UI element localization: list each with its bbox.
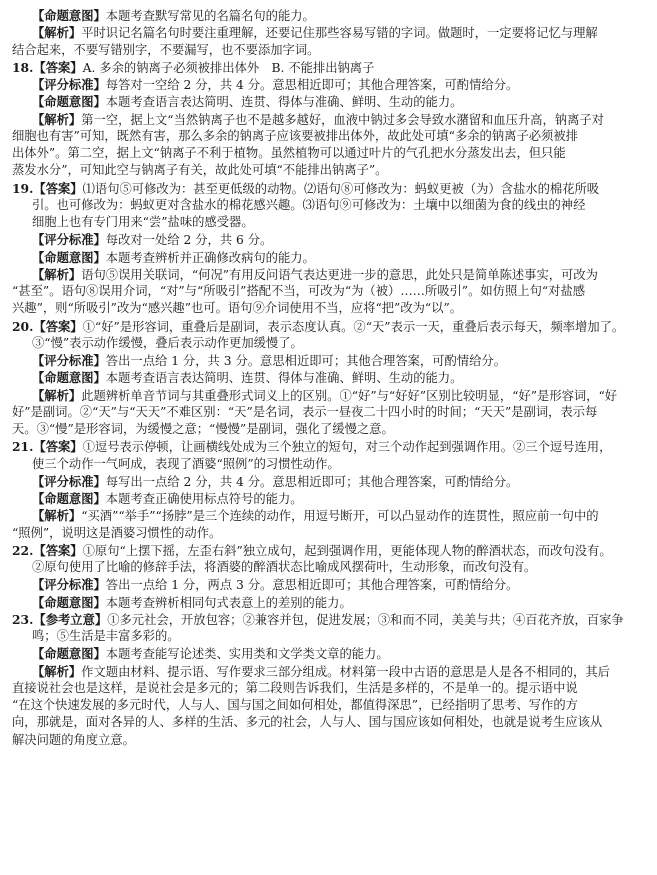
text-line — [12, 266, 643, 283]
text-line — [12, 473, 643, 490]
line-text: “在这个快速发展的多元时代，人与人、国与国之间如何相处，都值得深思”，已经指明了思考、写作的方 — [12, 698, 578, 712]
line-text: 每答对一空给 2 分，共 4 分。意思相近即可；其他合理答案，可酌情给分。 — [105, 78, 519, 92]
text-line — [12, 438, 643, 455]
section-tag: 【命题意图】 — [32, 370, 106, 386]
text-line — [12, 214, 643, 231]
line-text: 解决问题的角度立意。 — [12, 732, 135, 747]
line-text: 此题辨析单音节词与其重叠形式词义上的区别。①“好”与“好好”区别比较明显，“好”是形容词，“好 — [81, 388, 618, 403]
section-tag: 【评分标准】 — [32, 577, 106, 593]
text-line — [12, 456, 643, 473]
text-line — [12, 93, 643, 110]
line-text: ②原句使用了比喻的修辞手法，将酒婆的醉酒状态比喻成风摆荷叶，生动形象，而改句没有。 — [32, 560, 537, 574]
text-line — [12, 42, 643, 59]
question-number: 21. — [12, 439, 34, 455]
section-tag: 【评分标准】 — [32, 232, 106, 248]
section-tag: 【参考立意】 — [33, 611, 108, 627]
text-line — [12, 7, 643, 24]
section-tag: 【答案】 — [33, 318, 83, 334]
text-line — [12, 559, 643, 576]
question-number: 19. — [12, 180, 34, 196]
question-number: 20. — [12, 318, 34, 334]
text-line — [12, 335, 643, 352]
question-number: 23. — [12, 611, 34, 627]
section-tag: 【命题意图】 — [32, 8, 106, 23]
text-line — [12, 680, 643, 697]
line-text: 本题考查辨析相同句式表意上的差别的能力。 — [105, 595, 352, 610]
section-tag: 【评分标准】 — [32, 473, 106, 489]
text-line — [12, 24, 643, 41]
line-text: 本题考查语言表达简明、连贯、得体与准确、鲜明、生动的能力。 — [105, 371, 463, 386]
section-tag: 【答案】 — [33, 439, 83, 455]
section-tag: 【解析】 — [32, 111, 82, 127]
text-line — [12, 111, 643, 128]
section-tag: 【答案】 — [33, 542, 83, 558]
text-line — [12, 594, 643, 611]
text-line — [12, 732, 643, 749]
text-line — [12, 352, 643, 369]
section-tag: 【命题意图】 — [32, 594, 106, 610]
section-tag: 【评分标准】 — [32, 77, 106, 92]
text-line — [12, 490, 643, 507]
line-text: ①多元社会，开放包容；②兼容并包，促进发展；③和而不同，美美与共；④百花齐放，百家争 — [107, 612, 624, 627]
line-text: 平时识记名篇名句时要注重理解，还要记住那些容易写错的字词。做题时，一定要将记忆与理解 — [81, 26, 598, 41]
line-text: 结合起来，不要写错别字，不要漏写，也不要添加字词。 — [12, 42, 320, 57]
line-text: 作文题由材料、提示语、写作要求三部分组成。材料第一段中古语的意思是人是各不相同的，其后 — [81, 664, 610, 679]
line-text: 本题考查正确使用标点符号的能力。 — [105, 492, 303, 506]
section-tag: 【命题意图】 — [32, 249, 106, 265]
text-line — [12, 300, 643, 317]
text-line — [12, 197, 643, 214]
line-text: 第一空，据上文“当然钠离子也不是越多越好，血液中钠过多会导致水潴留和血压升高，钠离子对 — [81, 112, 604, 127]
section-tag: 【命题意图】 — [32, 491, 106, 506]
line-text: 答出一点给 1 分，共 3 分。意思相近即可；其他合理答案，可酌情给分。 — [105, 354, 506, 368]
text-line — [12, 525, 643, 542]
line-text: A. 多余的钠离子必须被排出体外 B. 不能排出钠离子 — [82, 60, 375, 75]
text-line — [12, 387, 643, 404]
line-text: ⑴语句⑤可修改为：甚至更低级的动物。⑵语句⑧可修改为：蚂蚁更被（为）含盐水的棉花所吸 — [82, 181, 600, 196]
line-text: 鸣；⑤生活是丰富多彩的。 — [32, 629, 180, 643]
line-text: 本题考查默写常见的名篇名句的能力。 — [105, 9, 315, 23]
section-tag: 【命题意图】 — [32, 94, 106, 110]
line-text: 使三个动作一气呵成，表现了酒婆“照例”的习惯性动作。 — [32, 456, 340, 471]
line-text: 向，那就是，面对各异的人、多样的生活、多元的社会，人与人、国与国应该如何相处，也就是说考生应该从 — [12, 715, 603, 730]
section-tag: 【答案】 — [33, 180, 83, 196]
question-number: 22. — [12, 542, 34, 558]
line-text: 蒸发水分”，可知此空与钠离子有关，故此处可填“不能排出钠离子”。 — [12, 163, 388, 178]
section-tag: 【答案】 — [33, 59, 83, 75]
text-line — [12, 162, 643, 179]
text-line — [12, 611, 643, 628]
text-line — [12, 59, 643, 76]
line-text: 本题考查语言表达简明、连贯、得体与准确、鲜明、生动的能力。 — [105, 95, 463, 110]
text-line — [12, 542, 643, 559]
line-text: 答出一点给 1 分，两点 3 分。意思相近即可；其他合理答案，可酌情给分。 — [105, 578, 519, 593]
text-line — [12, 645, 643, 662]
text-line — [12, 421, 643, 438]
line-text: 语句⑤误用关联词，“何况”有用反问语气表达更进一步的意思，此处只是简单陈述事实，可改为 — [81, 267, 598, 282]
section-tag: 【命题意图】 — [32, 646, 106, 662]
line-text: ①原句“上摆下摇，左歪右斜”独立成句，起到强调作用，更能体现人物的醉酒状态，而改句没有。 — [82, 543, 612, 558]
line-text: 天。③“慢”是形容词，为缓慢之意；“慢慢”是副词，强化了缓慢之意。 — [12, 422, 394, 436]
line-text: 直接说社会也是这样，是说社会是多元的；第二段则告诉我们，生活是多样的，不是单一的。提示语中说 — [12, 680, 578, 695]
section-tag: 【评分标准】 — [32, 353, 106, 368]
text-line — [12, 180, 643, 197]
text-line — [12, 697, 643, 714]
line-text: 兴趣”，则“所吸引”改为“感兴趣”也可。语句⑨介词使用不当，应将“把”改为“以”。 — [12, 301, 463, 316]
line-text: ①逗号表示停顿，让画横线处成为三个独立的短句，对三个动作起到强调作用。②三个逗号连用， — [82, 440, 612, 455]
text-line — [12, 283, 643, 300]
line-text: 引。也可修改为：蚂蚁更对含盐水的棉花感兴趣。⑶语句⑨可修改为：土壤中以细菌为食的线虫的神经 — [32, 197, 586, 212]
line-text: 每改对一处给 2 分，共 6 分。 — [105, 233, 273, 248]
section-tag: 【解析】 — [32, 508, 82, 524]
text-line — [12, 714, 643, 731]
text-line — [12, 145, 643, 162]
text-line — [12, 369, 643, 386]
text-line — [12, 76, 643, 93]
text-line — [12, 576, 643, 593]
section-tag: 【解析】 — [32, 387, 82, 403]
text-line — [12, 628, 643, 645]
text-line — [12, 663, 643, 680]
section-tag: 【解析】 — [32, 266, 82, 282]
line-text: “买酒”“举手”“扬脖”是三个连续的动作，用逗号断开，可以凸显动作的连贯性，照应前一句中的 — [81, 509, 599, 524]
line-text: “照例”，说明这是酒婆习惯性的动作。 — [12, 525, 222, 540]
line-text: 出体外”。第二空，据上文“钠离子不利于植物。虽然植物可以通过叶片的气孔把水分蒸发出去，但只能 — [12, 146, 566, 160]
text-line — [12, 318, 643, 335]
line-text: 细胞也有害”可知，既然有害，那么多余的钠离子应该要被排出体外，故此处可填“多余的钠离子必须被排 — [12, 128, 578, 143]
text-line — [12, 128, 643, 145]
line-text: 本题考查辨析并正确修改病句的能力。 — [105, 250, 315, 265]
text-line — [12, 507, 643, 524]
section-tag: 【解析】 — [32, 25, 82, 41]
line-text: 本题考查能写论述类、实用类和文学类文章的能力。 — [105, 647, 389, 662]
line-text: ③“慢”表示动作缓慢，叠后表示动作更加缓慢了。 — [32, 335, 303, 350]
line-text: 好”是副词。②“天”与“天天”不难区别：“天”是名词，表示一昼夜二十四小时的时间；“天天”是副词，表示每 — [12, 404, 598, 419]
section-tag: 【解析】 — [32, 663, 82, 679]
text-line — [12, 231, 643, 248]
line-text: 每写出一点给 2 分，共 4 分。意思相近即可；其他合理答案，可酌情给分。 — [105, 474, 519, 489]
text-line — [12, 404, 643, 421]
text-line — [12, 249, 643, 266]
line-text: 细胞上也有专门用来“尝”盐味的感受器。 — [32, 215, 254, 229]
line-text: ①“好”是形容词，重叠后是副词，表示态度认真。②“天”表示一天，重叠后表示每天，频率增加了。 — [82, 319, 625, 334]
question-number: 18. — [12, 59, 34, 75]
line-text: “甚至”。语句⑧误用介词，“对”与“所吸引”搭配不当，可改为“为（被）……所吸引”。如仿照上句“对盐感 — [12, 284, 586, 298]
